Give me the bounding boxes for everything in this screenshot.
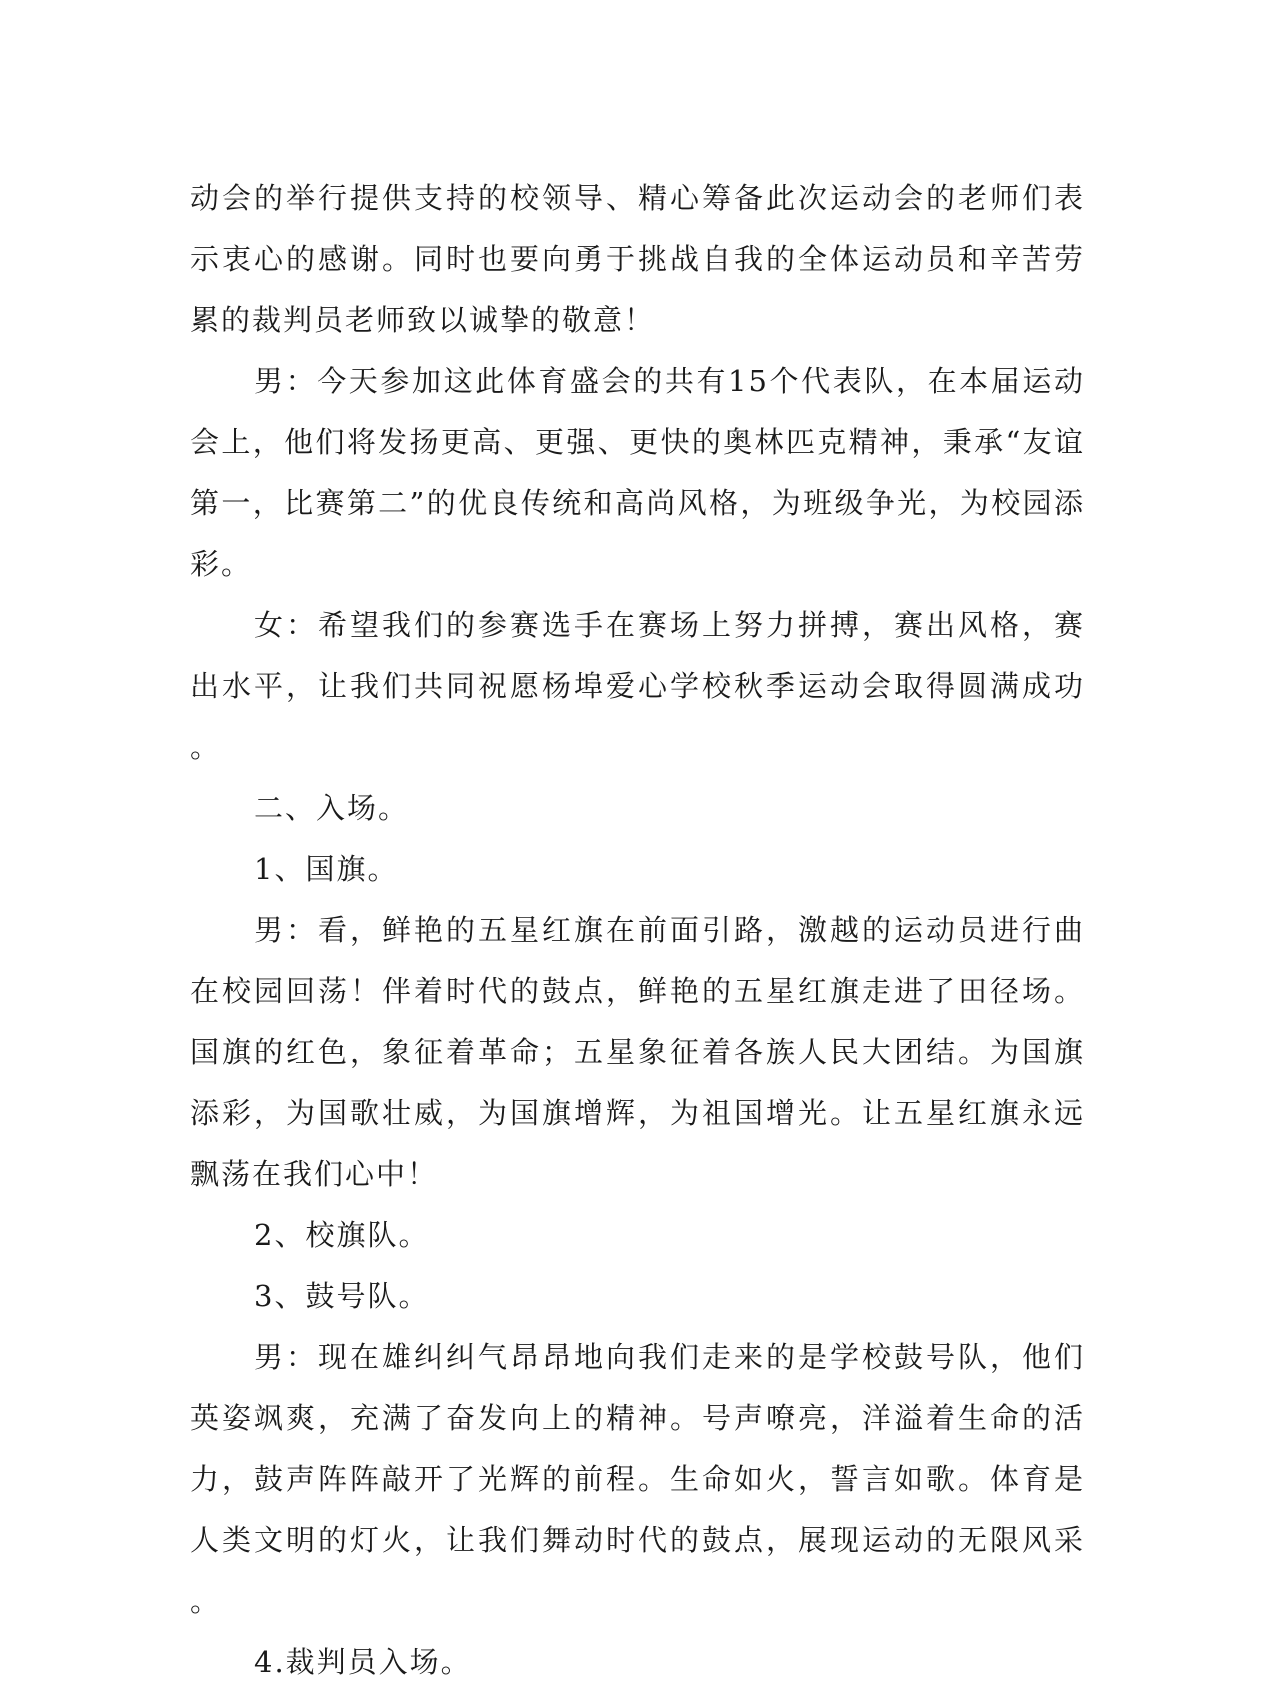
paragraph-female-host-wishes: 女：希望我们的参赛选手在赛场上努力拼搏，赛出风格，赛出水平，让我们共同祝愿杨埠爱心学校秋季运动会取得圆满成功。 xyxy=(190,608,1085,764)
paragraph-continuation: 动会的举行提供支持的校领导、精心筹备此次运动会的老师们表示衷心的感谢。同时也要向勇于挑战自我的全体运动员和辛苦劳累的裁判员老师致以诚挚的敬意！ xyxy=(190,181,1085,337)
document-body xyxy=(190,168,1085,1693)
item-referees-entrance: 4.裁判员入场。 xyxy=(254,1645,472,1679)
section-heading-entrance: 二、入场。 xyxy=(254,791,410,825)
paragraph-male-host-flag: 男：看，鲜艳的五星红旗在前面引路，激越的运动员进行曲在校园回荡！伴着时代的鼓点，鲜艳的五星红旗走进了田径场。国旗的红色，象征着革命；五星象征着各族人民大团结。为国旗添彩，为国歌壮威，为国旗增辉，为祖国增光。让五星红旗永远飘荡在我们心中！ xyxy=(190,913,1085,1191)
paragraph-male-host-teams: 男：今天参加这此体育盛会的共有15个代表队，在本届运动会上，他们将发扬更高、更强、更快的奥林匹克精神，秉承“友谊第一，比赛第二”的优良传统和高尚风格，为班级争光，为校园添彩。 xyxy=(190,364,1085,581)
item-school-flag-team: 2、校旗队。 xyxy=(254,1218,430,1252)
item-national-flag: 1、国旗。 xyxy=(254,852,399,886)
item-drum-band: 3、鼓号队。 xyxy=(254,1279,430,1313)
paragraph-male-host-drum-band: 男：现在雄纠纠气昂昂地向我们走来的是学校鼓号队，他们英姿飒爽，充满了奋发向上的精神。号声嘹亮，洋溢着生命的活力，鼓声阵阵敲开了光辉的前程。生命如火，誓言如歌。体育是人类文明的灯火，让我们舞动时代的鼓点，展现运动的无限风采。 xyxy=(190,1340,1085,1618)
